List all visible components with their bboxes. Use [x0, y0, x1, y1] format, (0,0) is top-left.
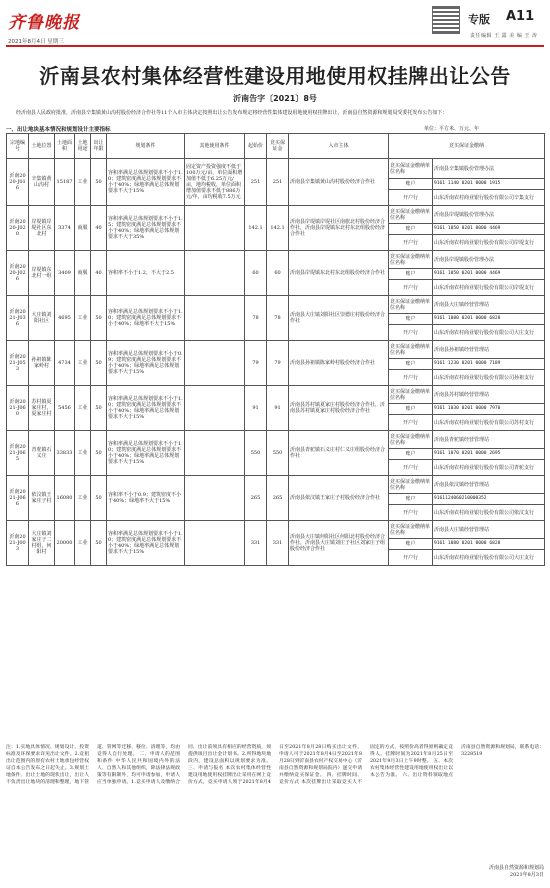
area-cell: 16080: [55, 476, 75, 521]
start-price-cell: 91: [245, 386, 267, 431]
parcel-id-cell: 沂南2020-J016: [7, 159, 29, 206]
owner-cell: 沂南县岸堤镇岸堤社区南旅北村股份经济合作社，沂南县岸堤镇东北村东北组股份经济合作社: [289, 206, 389, 251]
start-price-cell: 265: [245, 476, 267, 521]
bank-label: 开户行: [389, 190, 433, 206]
table-row: [7, 431, 545, 449]
signoff: [440, 865, 544, 879]
area-cell: 5456: [55, 386, 75, 431]
header-cell: 土地用途: [75, 134, 91, 159]
planning-conditions-cell: 容积率不小于1.2，不大于2.5: [107, 251, 185, 296]
owner-cell: 沂南县孙祖镇陈家岭村股份经济合作社: [289, 341, 389, 386]
bank-cell: 山东沂南农村商业银行股份有限公司大庄支行: [433, 325, 545, 341]
term-cell: 50: [91, 341, 107, 386]
header-cell: 入市主体: [289, 134, 389, 159]
owner-cell: 沂南县依汶镇王家庄子村股份经济合作社: [289, 476, 389, 521]
deposit-cell: 550: [267, 431, 289, 476]
planning-conditions-cell: 容积率满足总体规划要求不小于1.0；建筑密度满足总体规划要求不小于40%；绿地率满足总体规划要求不大于15%: [107, 431, 185, 476]
issue-signoff-date: 2021年8月3日: [509, 872, 544, 878]
other-conditions-cell: [185, 251, 245, 296]
header-cell: 竞买保证金: [267, 134, 289, 159]
owner-cell: 沂南县苏村镇夏家庄村股份经济合作社，沂南县苏村镇夏家庄村股份经济合作社: [289, 386, 389, 431]
account-label: 账户: [389, 179, 433, 190]
table-row: [7, 159, 545, 179]
edition-label: 专版: [468, 13, 490, 26]
location-cell: 苏村镇夏家庄村，夏家庄村: [29, 386, 55, 431]
bank-cell: 山东沂南农村商业银行股份有限公司岸堤支行: [433, 235, 545, 251]
account-number-cell: 9161 1070 0201 0000 2695: [433, 449, 545, 460]
deposit-cell: 265: [267, 476, 289, 521]
other-conditions-cell: [185, 386, 245, 431]
account-name-cell: 沂南县孙祖镇经营管理站: [433, 341, 545, 359]
term-cell: 50: [91, 296, 107, 341]
masthead: [0, 0, 550, 50]
table-row: [7, 386, 545, 404]
account-label: 账户: [389, 539, 433, 550]
owner-cell: 沂南县辛集镇黄山沟村股份经济合作社: [289, 159, 389, 206]
header-cell: 竞买保证金缴纳: [389, 134, 545, 159]
start-price-cell: 79: [245, 341, 267, 386]
owner-cell: 沂南县大庄镇刘阳社区崇德庄村股份经济合作社: [289, 296, 389, 341]
location-cell: 大庄镇刘阳社区: [29, 296, 55, 341]
land-use-cell: 工业: [75, 159, 91, 206]
table-row: [7, 341, 545, 359]
qr-code-icon: [432, 6, 460, 34]
term-cell: 50: [91, 476, 107, 521]
parcel-id-cell: 沂南2021-J053: [7, 341, 29, 386]
deposit-cell: 142.1: [267, 206, 289, 251]
issue-date: 2021年8月4日 星期三: [8, 39, 64, 45]
account-label: 账户: [389, 314, 433, 325]
bank-label: 开户行: [389, 235, 433, 251]
bank-cell: 山东沂南农村商业银行股份有限公司大庄支行: [433, 550, 545, 566]
account-number-cell: 9161 1140 0201 0000 1915: [433, 179, 545, 190]
account-name-label: 竞买保证金缴纳单位名称: [389, 251, 433, 269]
deposit-cell: 60: [267, 251, 289, 296]
notice-paragraph: 注：1.实地具体情况、规划设计、投资标准及环保要求详见出让文件。2.竞租出让范围内的原有农村土地承包经营权证自本公告发布之日起失止。3.规划土地条件、出让土地的现状出让，出让人不负责出让地块的清理和整理，地下管道、管网等迁移、移位、清理等，均由竞得人自行处理。 二、申请人的范围和条件 中华人民共和国境内外的法人、自然人和其他组织，除法律法规政策等有限制外，均可申请参加，申请人应当单独申请。1.竞买申请人及缴纳合同、出让前须具有相应的经营资质，须提供项目出让金计划书。2.所得地块地段内，建设总面积以规划要求为准。 三、申请与报名 本次农村集体经营性建设用地使用权挂牌出让采用在网上竞价方式，竞买申请人须于2021年8月4日至2021年8月28日购买出让文件，申请人可于2021年8月4日至2021年8月28日到沂南县农村产权交易中心（沂南县自然资源和规划局院内）递交申请并缴纳竞买保证金。 四、挂牌时间、竞价方式 本次挂牌出让采取竞买人不固定的方式，按照价高者得原则确定竞得人。挂牌时间为2021年8月25日至2021年9月3日上午9时整。 五、本次农村集体经营性建设用地使用权出让以本公告为准。 六、出让资料领取地点 沂南县自然资源和规划局，联系电话：3228519: [6, 745, 544, 785]
parcel-id-cell: 沂南2021-J060: [7, 386, 29, 431]
planning-conditions-cell: 容积率满足总体规划要求不小于1.0；建筑密度满足总体规划要求不小于40%；绿地率满足总体规划要求不大于15%: [107, 521, 185, 566]
account-name-label: 竞买保证金缴纳单位名称: [389, 521, 433, 539]
other-conditions-cell: [185, 296, 245, 341]
account-label: 账户: [389, 224, 433, 235]
deposit-cell: 78: [267, 296, 289, 341]
account-number-cell: 9161 1080 0201 0000 6828: [433, 314, 545, 325]
bank-label: 开户行: [389, 280, 433, 296]
area-cell: 20000: [55, 521, 75, 566]
issuing-org: 沂南县自然资源和规划局: [488, 865, 544, 871]
start-price-cell: 251: [245, 159, 267, 206]
land-use-cell: 工业: [75, 431, 91, 476]
bank-cell: 山东沂南农村商业银行股份有限公司辛集支行: [433, 190, 545, 206]
table-row: [7, 296, 545, 314]
unit-note: 单位：平方米、万元、年: [424, 126, 480, 132]
account-number-cell: 9161 1050 0201 0000 4469: [433, 269, 545, 280]
land-use-cell: 商服: [75, 251, 91, 296]
header-cell: 起始价: [245, 134, 267, 159]
term-cell: 50: [91, 386, 107, 431]
land-use-cell: 工业: [75, 476, 91, 521]
land-use-cell: 工业: [75, 521, 91, 566]
deposit-cell: 79: [267, 341, 289, 386]
area-cell: 3409: [55, 251, 75, 296]
account-name-label: 竞买保证金缴纳单位名称: [389, 159, 433, 179]
notice-body-text: [6, 744, 544, 864]
bank-label: 开户行: [389, 505, 433, 521]
parcel-id-cell: 沂南2021-J003: [7, 521, 29, 566]
account-name-cell: 沂南县大庄镇经营管理站: [433, 521, 545, 539]
bank-cell: 山东沂南农村商业银行股份有限公司孙祖支行: [433, 370, 545, 386]
bank-label: 开户行: [389, 460, 433, 476]
account-number-cell: 9161124060210000352: [433, 494, 545, 505]
bank-cell: 山东沂南农村商业银行股份有限公司依汶支行: [433, 505, 545, 521]
owner-cell: 沂南县大庄镇何阳社区何阳北村股份经济合作社，沂南县大庄镇刘庄子社区刘家庄子组股份经济合作社: [289, 521, 389, 566]
account-label: 账户: [389, 404, 433, 415]
land-use-cell: 商服: [75, 206, 91, 251]
location-cell: 青驼镇石义庄: [29, 431, 55, 476]
location-cell: 孙祖镇陈家岭村: [29, 341, 55, 386]
parcel-id-cell: 沂南2020-J026: [7, 251, 29, 296]
table-row: [7, 251, 545, 269]
header-cell: 宗地编号: [7, 134, 29, 159]
deposit-cell: 91: [267, 386, 289, 431]
bank-label: 开户行: [389, 370, 433, 386]
header-cell: 规划条件: [107, 134, 185, 159]
start-price-cell: 550: [245, 431, 267, 476]
start-price-cell: 331: [245, 521, 267, 566]
location-cell: 大庄镇刘家庄子二村组，何阳村: [29, 521, 55, 566]
table-row: [7, 206, 545, 224]
land-use-cell: 工业: [75, 296, 91, 341]
area-cell: 33833: [55, 431, 75, 476]
other-conditions-cell: [185, 341, 245, 386]
account-name-label: 竞买保证金缴纳单位名称: [389, 476, 433, 494]
account-name-label: 竞买保证金缴纳单位名称: [389, 206, 433, 224]
account-name-cell: 沂南县苏村镇经营管理站: [433, 386, 545, 404]
account-label: 账户: [389, 449, 433, 460]
masthead-divider: [6, 45, 544, 47]
account-number-cell: 9161 1230 0201 0000 7189: [433, 359, 545, 370]
other-conditions-cell: [185, 431, 245, 476]
land-use-cell: 工业: [75, 341, 91, 386]
term-cell: 50: [91, 431, 107, 476]
header-cell: 土地面积: [55, 134, 75, 159]
area-cell: 4695: [55, 296, 75, 341]
account-number-cell: 9161 1050 0201 0000 4469: [433, 224, 545, 235]
account-label: 账户: [389, 494, 433, 505]
account-name-cell: 沂南县依汶镇经营管理站: [433, 476, 545, 494]
planning-conditions-cell: 容积率满足总体规划要求不小于1.0；建筑密度满足总体规划要求不小于40%；绿地率满足总体规划要求不大于15%: [107, 386, 185, 431]
location-cell: 岸堤镇东北村一组: [29, 251, 55, 296]
planning-conditions-cell: 容积率满足总体规划要求不小于1.0；建筑密度满足总体规划要求不小于40%；绿地率不大于15%: [107, 296, 185, 341]
other-conditions-cell: 固定资产投资强度不低于100万元/亩，单位面积增加值不低于6.25万元/亩，地均税收，单位面积增加值要求不低于886万元/年，亩均税收7.5万元: [185, 159, 245, 206]
parcel-id-cell: 沂南2020-J020: [7, 206, 29, 251]
area-cell: 4734: [55, 341, 75, 386]
bank-label: 开户行: [389, 415, 433, 431]
announcement-title: 沂南县农村集体经营性建设用地使用权挂牌出让公告: [39, 64, 511, 88]
other-conditions-cell: [185, 521, 245, 566]
header-cell: 其他使用条件: [185, 134, 245, 159]
account-name-cell: 沂南县青驼镇经营管理站: [433, 431, 545, 449]
planning-conditions-cell: 容积率满足总体规划要求不小于1.5；建筑密度满足总体规划要求不小于40%；绿地率满足总体规划要求不大于35%: [107, 206, 185, 251]
page-number: A11: [506, 9, 535, 24]
area-cell: 3374: [55, 206, 75, 251]
account-label: 账户: [389, 359, 433, 370]
table-row: [7, 521, 545, 539]
bank-cell: 山东沂南农村商业银行股份有限公司青驼支行: [433, 460, 545, 476]
header-cell: 出让年限: [91, 134, 107, 159]
account-name-label: 竞买保证金缴纳单位名称: [389, 296, 433, 314]
deposit-cell: 331: [267, 521, 289, 566]
table-header-row: [7, 134, 545, 159]
account-name-label: 竞买保证金缴纳单位名称: [389, 431, 433, 449]
account-name-cell: 沂南县岸堤镇股份管理办法: [433, 206, 545, 224]
section-heading: 一、出让地块基本情况和规划设计主要指标: [6, 127, 111, 133]
start-price-cell: 142.1: [245, 206, 267, 251]
start-price-cell: 78: [245, 296, 267, 341]
announcement-number: 沂南告字〔2021〕8号: [233, 94, 317, 103]
term-cell: 50: [91, 521, 107, 566]
owner-cell: 沂南县青驼镇石义庄村仁义庄组股份经济合作社: [289, 431, 389, 476]
term-cell: 40: [91, 206, 107, 251]
deposit-cell: 251: [267, 159, 289, 206]
account-name-cell: 沂南县岸堤镇股份管理办法: [433, 251, 545, 269]
bank-cell: 山东沂南农村商业银行股份有限公司苏村支行: [433, 415, 545, 431]
location-cell: 依汶镇王家庄子村: [29, 476, 55, 521]
land-use-cell: 工业: [75, 386, 91, 431]
table-body: [7, 159, 545, 566]
account-name-label: 竞买保证金缴纳单位名称: [389, 341, 433, 359]
editor-credits: 责任编辑 王 露 美 编 王 涛: [470, 33, 538, 39]
term-cell: 50: [91, 159, 107, 206]
account-label: 账户: [389, 269, 433, 280]
bank-cell: 山东沂南农村商业银行股份有限公司岸堤支行: [433, 280, 545, 296]
bank-label: 开户行: [389, 550, 433, 566]
other-conditions-cell: [185, 476, 245, 521]
planning-conditions-cell: 容积率满足总体规划要求不小于1.0；建筑密度满足总体规划要求不小于40%；绿地率满足总体规划要求不大于15%: [107, 159, 185, 206]
planning-conditions-cell: 容积率不小于0.9；建筑密度不小于40%；绿地率不大于15%: [107, 476, 185, 521]
parcel-id-cell: 沂南2021-J036: [7, 296, 29, 341]
account-number-cell: 9161 1030 0201 0000 7970: [433, 404, 545, 415]
location-cell: 辛集镇黄山沟村: [29, 159, 55, 206]
table-row: [7, 476, 545, 494]
intro-paragraph: 经沂南县人民政府批准，沂南县辛集镇黄山沟村股份经济合作社等11个入市主体决定按照出让公告发布规定将经营性集体建设用地使用权挂牌出让，沂南县自然资源和规划局受委托发布公告如下：: [16, 110, 448, 116]
location-cell: 岸堤镇岸堤社区东北村: [29, 206, 55, 251]
bank-label: 开户行: [389, 325, 433, 341]
account-name-label: 竞买保证金缴纳单位名称: [389, 386, 433, 404]
parcel-table: [6, 133, 545, 566]
start-price-cell: 60: [245, 251, 267, 296]
account-name-cell: 沂南县大庄镇经营管理站: [433, 296, 545, 314]
account-number-cell: 9161 1080 0201 0000 6828: [433, 539, 545, 550]
account-name-cell: 沂南县辛集镇股份管理办法: [433, 159, 545, 179]
header-cell: 土地位置: [29, 134, 55, 159]
planning-conditions-cell: 容积率满足总体规划要求不小于0.9；建筑密度满足总体规划要求不小于40%；绿地率满足总体规划要求不大于15%: [107, 341, 185, 386]
parcel-id-cell: 沂南2021-J065: [7, 431, 29, 476]
other-conditions-cell: [185, 206, 245, 251]
owner-cell: 沂南县岸堤镇东北村东北组股份经济合作社: [289, 251, 389, 296]
area-cell: 15187: [55, 159, 75, 206]
newspaper-logo: 齐鲁晚报: [8, 13, 80, 33]
parcel-id-cell: 沂南2021-J066: [7, 476, 29, 521]
term-cell: 40: [91, 251, 107, 296]
